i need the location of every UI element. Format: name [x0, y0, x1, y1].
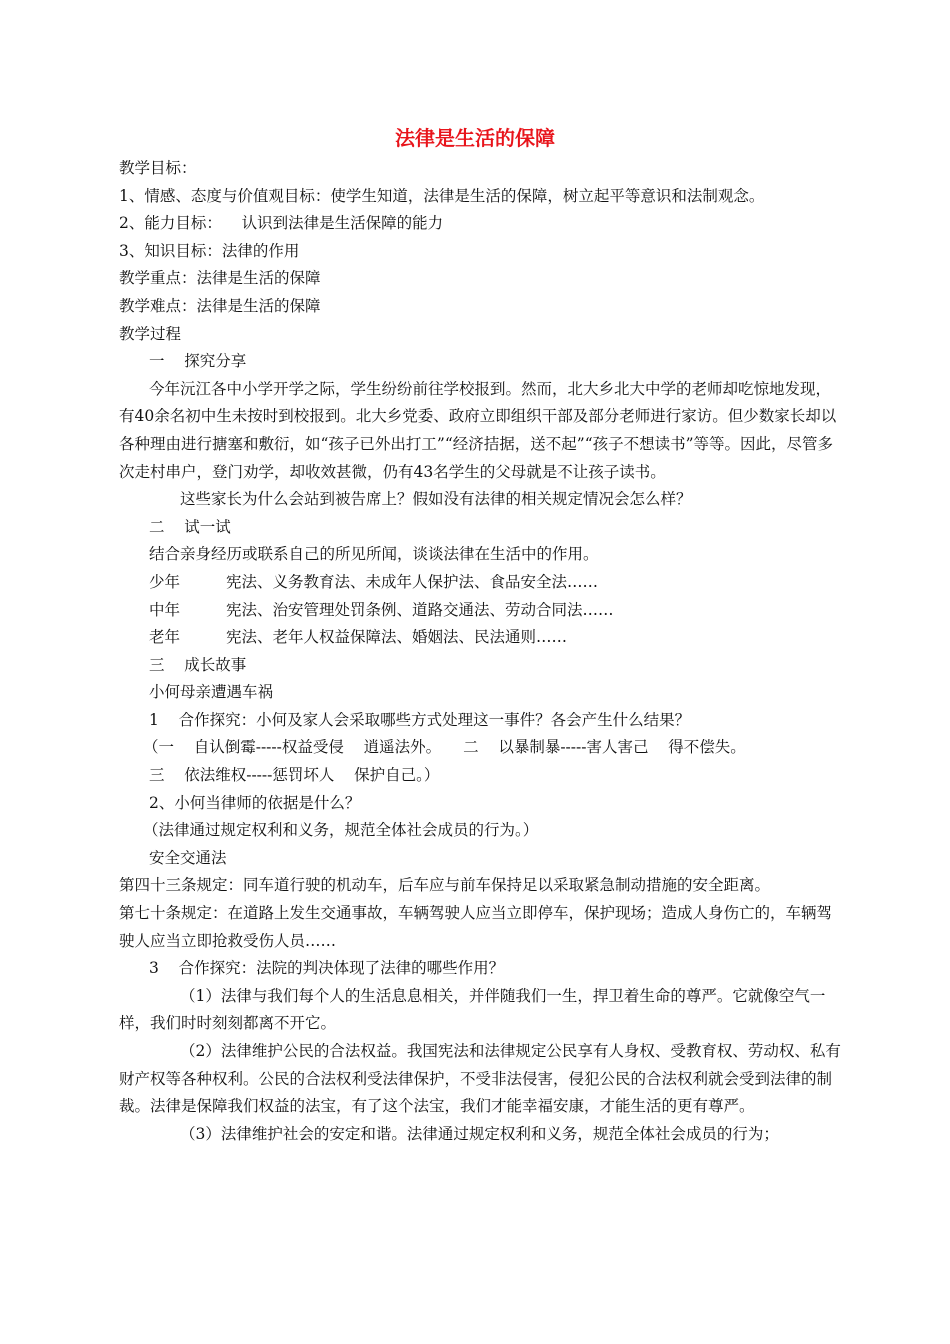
law-row: [119, 624, 843, 652]
objective-item: 1、情感、态度与价值观目标：使学生知道，法律是生活的保障，树立起平等意识和法制观念。: [119, 186, 765, 205]
age-label: 少年: [149, 572, 181, 591]
answer-paragraph: （1）法律与我们每个人的生活息息相关，并伴随我们一生，捍卫着生命的尊严。它就像空气一样，我们时时刻刻都离不开它。: [119, 986, 826, 1033]
answer-paragraph: （2）法律维护公民的合法权益。我国宪法和法律规定公民享有人身权、受教育权、劳动权、私有财产权等各种权利。公民的合法权利受法律保护，不受非法侵害，侵犯公民的合法权利就会受到法律的制裁。法律是保障我们权益的法宝，有了这个法宝，我们才能幸福安康，才能生活的更有尊严。: [119, 1042, 841, 1116]
activity-intro: 结合亲身经历或联系自己的所见所闻，谈谈法律在生活中的作用。: [149, 545, 599, 564]
answer-line: （一 自认倒霉-----权益受侵 逍遥法外。 二 以暴制暴-----害人害己 得不偿失。: [143, 738, 746, 757]
objective-item: 3、知识目标：法律的作用: [119, 241, 300, 260]
process-heading: 教学过程: [119, 324, 182, 343]
law-article: 第四十三条规定：同车道行驶的机动车，后车应与前车保持足以采取紧急制动措施的安全距离。: [119, 876, 771, 895]
discussion-question: 3 合作探究：法院的判决体现了法律的哪些作用？: [149, 959, 505, 978]
document-title: 法律是生活的保障: [395, 126, 555, 150]
document-body: [119, 155, 843, 1148]
objectives-heading: 教学目标：: [119, 159, 197, 177]
section-heading: 二 试一试: [149, 517, 231, 536]
law-row: [119, 597, 843, 625]
discussion-question: 2、小何当律师的依据是什么？: [149, 793, 361, 812]
law-article: 第七十条规定：在道路上发生交通事故，车辆驾驶人应当立即停车，保护现场；造成人身伤亡的，车辆驾驶人应当立即抢救受伤人员……: [119, 904, 833, 950]
discussion-question: 1 合作探究：小何及家人会采取哪些方式处理这一事件？各会产生什么结果？: [149, 710, 691, 729]
objective-item: 2、能力目标： 认识到法律是生活保障的能力: [119, 214, 444, 233]
story-paragraph: 今年沅江各中小学开学之际，学生纷纷前往学校报到。然而，北大乡北大中学的老师却吃惊地发现，有40余名初中生未按时到校报到。北大乡党委、政府立即组织干部及部分老师进行家访。但少数家长却以各种理由进行搪塞和敷衍，如“孩子已外出打工”“经济拮据，送不起”“孩子不想读书”等等。因此，尽管多次走村串户，登门劝学，却收效甚微，仍有43名学生的父母就是不让孩子读书。: [119, 379, 837, 481]
discussion-question: 这些家长为什么会站到被告席上？假如没有法律的相关规定情况会怎么样？: [180, 490, 692, 509]
law-list: 宪法、治安管理处罚条例、道路交通法、劳动合同法……: [226, 600, 614, 619]
difficulty-point: 教学难点：法律是生活的保障: [119, 296, 321, 315]
age-label: 中年: [149, 600, 181, 619]
law-list: 宪法、义务教育法、未成年人保护法、食品安全法……: [226, 572, 599, 591]
story-title: 小何母亲遭遇车祸: [149, 683, 274, 702]
answer-line: 三 依法维权-----惩罚坏人 保护自己。）: [149, 766, 440, 785]
law-list: 宪法、老年人权益保障法、婚姻法、民法通则……: [226, 628, 568, 647]
answer-line: （法律通过规定权利和义务，规范全体社会成员的行为。）: [143, 821, 539, 840]
key-point: 教学重点：法律是生活的保障: [119, 269, 321, 288]
section-heading: 一 探究分享: [149, 352, 247, 371]
section-heading: 三 成长故事: [149, 655, 247, 674]
law-row: [119, 569, 843, 597]
answer-paragraph: （3）法律维护社会的安定和谐。法律通过规定权利和义务，规范全体社会成员的行为；: [180, 1124, 779, 1143]
age-label: 老年: [149, 628, 181, 647]
law-name: 安全交通法: [149, 848, 227, 867]
